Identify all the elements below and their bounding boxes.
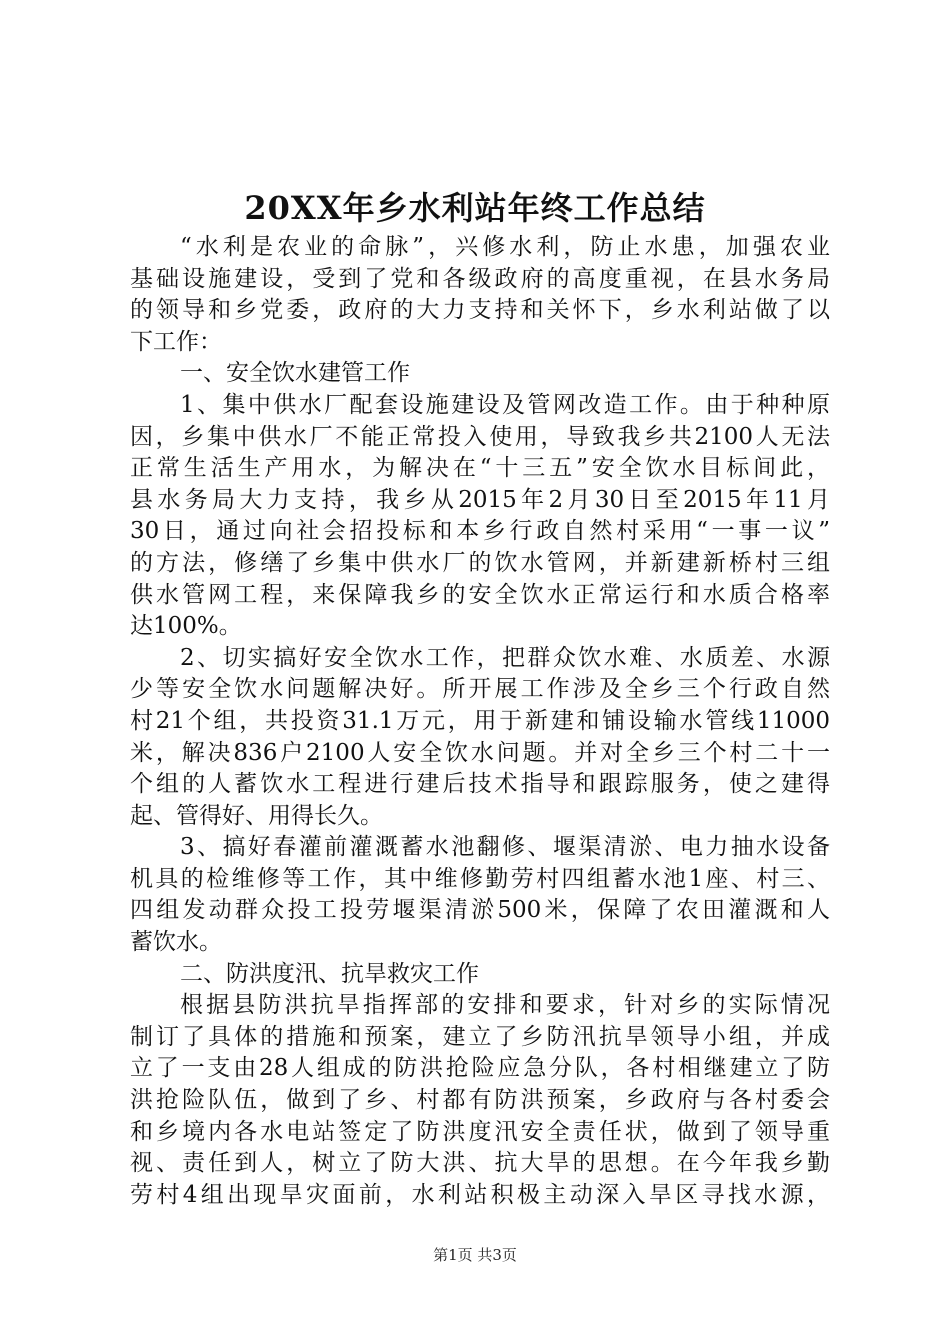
text-line: 达100%。	[130, 613, 242, 640]
document-body	[130, 232, 830, 1211]
text-line: 1、集中供水厂配套设施建设及管网改造工作。由于种种原	[180, 391, 830, 418]
text-line: 下工作：	[130, 328, 222, 355]
text-line: 县水务局大力支持，我乡从2015年2月30日至2015年11月	[130, 486, 830, 513]
document-title: 20XX年乡水利站年终工作总结	[244, 189, 706, 227]
section-heading: 二、防洪度汛、抗旱救灾工作	[180, 960, 479, 987]
text-line: 供水管网工程，来保障我乡的安全饮水正常运行和水质合格率	[130, 581, 830, 608]
text-line: 的领导和乡党委，政府的大力支持和关怀下，乡水利站做了以	[130, 297, 830, 324]
text-line: 根据县防洪抗旱指挥部的安排和要求，针对乡的实际情况	[180, 992, 830, 1019]
text-line: 机具的检维修等工作，其中维修勤劳村四组蓄水池1座、村三、	[130, 865, 830, 892]
text-line: 2、切实搞好安全饮水工作，把群众饮水难、水质差、水源	[180, 644, 830, 671]
text-line: 劳村4组出现旱灾面前，水利站积极主动深入旱区寻找水源，	[130, 1181, 830, 1208]
text-line: 3、搞好春灌前灌溉蓄水池翻修、堰渠清淤、电力抽水设备	[180, 834, 830, 861]
text-line: 因，乡集中供水厂不能正常投入使用，导致我乡共2100人无法	[130, 423, 830, 450]
page-number-footer: 第1页 共3页	[433, 1246, 517, 1264]
text-line: “水利是农业的命脉”，兴修水利，防止水患，加强农业	[180, 234, 830, 260]
text-line: 正常生活生产用水，为解决在“十三五”安全饮水目标间此，	[130, 455, 830, 482]
text-line: 洪抢险队伍，做到了乡、村都有防洪预案，乡政府与各村委会	[130, 1087, 830, 1114]
text-line: 米，解决836户2100人安全饮水问题。并对全乡三个村二十一	[130, 739, 830, 766]
text-line: 的方法，修缮了乡集中供水厂的饮水管网，并新建新桥村三组	[130, 549, 830, 576]
text-line: 和乡境内各水电站签定了防洪度汛安全责任状，做到了领导重	[130, 1118, 830, 1145]
text-line: 基础设施建设，受到了党和各级政府的高度重视，在县水务局	[130, 265, 830, 292]
text-line: 四组发动群众投工投劳堰渠清淤500米，保障了农田灌溉和人	[130, 897, 830, 924]
text-line: 起、管得好、用得长久。	[130, 802, 383, 829]
text-line: 30日，通过向社会招投标和本乡行政自然村采用“一事一议”	[130, 518, 830, 545]
text-line: 少等安全饮水问题解决好。所开展工作涉及全乡三个行政自然	[130, 676, 830, 703]
text-line: 制订了具体的措施和预案，建立了乡防汛抗旱领导小组，并成	[130, 1023, 830, 1050]
text-line: 立了一支由28人组成的防洪抢险应急分队，各村相继建立了防	[130, 1055, 830, 1082]
text-line: 视、责任到人，树立了防大洪、抗大旱的思想。在今年我乡勤	[130, 1150, 830, 1177]
section-heading: 一、安全饮水建管工作	[180, 360, 410, 387]
text-line: 蓄饮水。	[130, 929, 222, 956]
text-line: 村21个组，共投资31.1万元，用于新建和铺设输水管线11000	[130, 707, 830, 734]
text-line: 个组的人蓄饮水工程进行建后技术指导和跟踪服务，使之建得	[130, 771, 830, 798]
